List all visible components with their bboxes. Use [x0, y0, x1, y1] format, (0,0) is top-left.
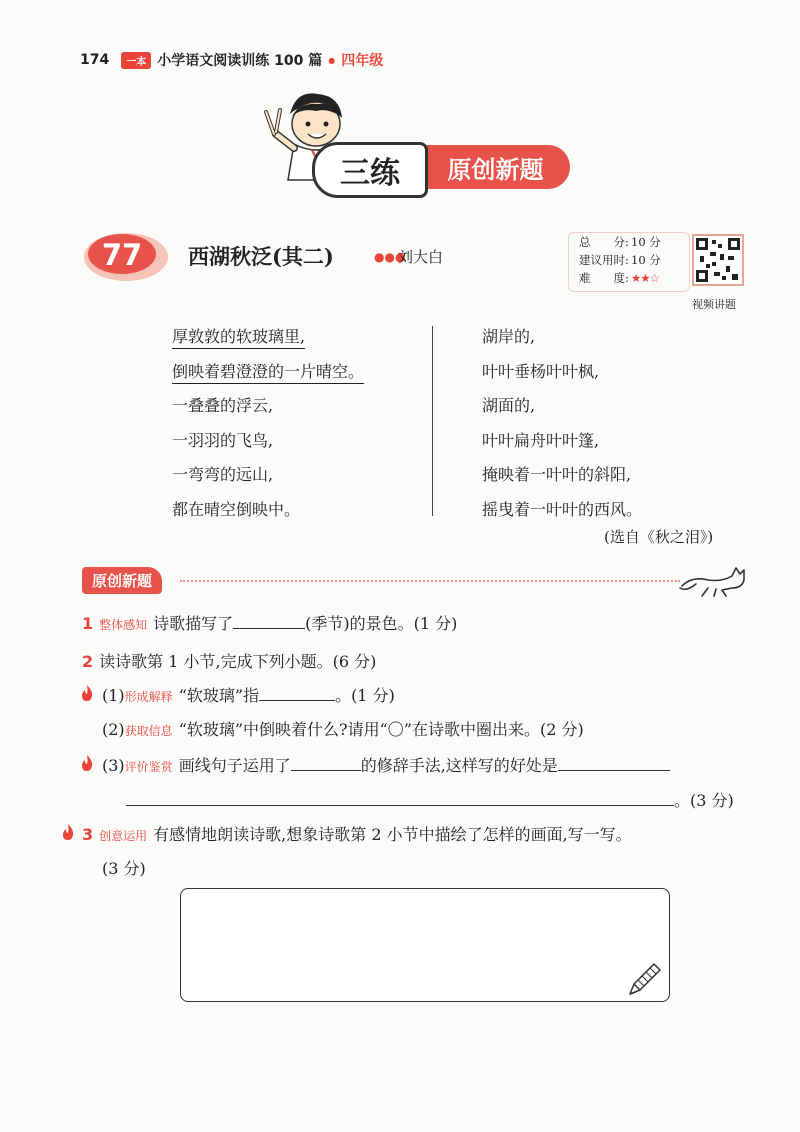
sub-question-index: (1) [102, 686, 125, 705]
poem-line: 倒映着碧澄澄的一片晴空。 [172, 361, 365, 381]
video-caption: 视频讲题 [692, 298, 736, 311]
poem-line: 一叠叠的浮云, [172, 396, 274, 415]
banner-section-title [405, 145, 570, 189]
poem-line: 叶叶垂杨叶叶枫, [482, 361, 600, 381]
question-text: (季节)的景色。(1 分) [305, 614, 458, 633]
question-tag: 整体感知 [99, 618, 148, 632]
flame-icon [79, 754, 95, 772]
flame-icon [60, 823, 76, 841]
question-1 [82, 611, 457, 634]
poem-author: 刘大白 [398, 248, 444, 266]
answer-blank[interactable] [259, 686, 335, 701]
question-text: 画线句子运用了 [178, 756, 291, 775]
flame-icon [79, 684, 95, 702]
question-2-3 [102, 753, 670, 776]
cat-icon [678, 562, 750, 598]
question-text: 的修辞手法,这样写的好处是 [360, 756, 558, 775]
question-text: 诗歌描写了 [153, 614, 234, 633]
page-header [80, 50, 383, 70]
answer-blank[interactable] [291, 756, 361, 771]
question-text: 有感情地朗读诗歌,想象诗歌第 2 小节中描绘了怎样的画面,写一写。 [153, 825, 632, 844]
question-text: “软玻璃”指 [178, 686, 260, 705]
poem-line: 摇曳着一叶叶的西风。 [482, 499, 643, 519]
suggested-time-row [579, 251, 689, 269]
answer-blank[interactable] [558, 756, 670, 771]
poem-line: 一羽羽的飞鸟, [172, 430, 274, 450]
author-dots: ●●● [374, 250, 406, 264]
info-card [568, 232, 690, 292]
question-2-1 [102, 683, 395, 706]
poem-divider [432, 326, 433, 516]
answer-blank[interactable] [126, 791, 674, 806]
question-3-score: (3 分) [102, 859, 146, 878]
brand-logo: 一本 [121, 52, 151, 69]
poem-line: 厚敦敦的软玻璃里, [172, 327, 306, 346]
total-score-row [579, 233, 689, 251]
separator-dot: ● [328, 55, 336, 65]
section-dotted-line [180, 580, 680, 582]
pencil-icon [624, 960, 664, 1000]
question-tag: 获取信息 [124, 724, 173, 738]
question-tag: 形成解释 [124, 690, 173, 704]
page-number: 174 [80, 52, 110, 68]
question-text: 。(1 分) [335, 686, 395, 705]
difficulty-row [579, 269, 689, 287]
sub-question-index: (2) [102, 720, 125, 739]
difficulty-stars: ★★☆ [631, 271, 659, 285]
grade-label: 四年级 [341, 53, 384, 69]
lesson-number: 77 [101, 238, 143, 272]
question-2-2 [102, 717, 584, 740]
question-tag: 评价鉴赏 [124, 760, 173, 774]
question-text: “软玻璃”中倒映着什么?请用“〇”在诗歌中圈出来。(2 分) [178, 720, 584, 739]
total-score-label: 总 分: [579, 235, 629, 249]
poem-line: 湖岸的, [482, 327, 536, 346]
poem-source: (选自《秋之泪》) [604, 528, 714, 546]
question-number: 2 [82, 652, 94, 671]
poem-line: 叶叶扁舟叶叶篷, [482, 430, 600, 450]
book-title: 小学语文阅读训练 100 篇 [157, 53, 323, 69]
sub-question-index: (3) [102, 756, 125, 775]
banner-practice-label: 三练 [312, 142, 428, 198]
question-3 [82, 822, 632, 845]
question-number: 1 [82, 614, 94, 633]
total-score-value: 10 分 [631, 235, 661, 249]
question-2 [82, 649, 376, 672]
poem-title: 西湖秋泛(其二) [188, 244, 334, 269]
poem-line: 湖面的, [482, 396, 536, 415]
question-text: 。(3 分) [674, 791, 734, 810]
difficulty-label: 难 度: [579, 271, 629, 285]
suggested-time-label: 建议用时: [579, 253, 629, 267]
poem-line: 都在晴空倒映中。 [172, 499, 301, 519]
qr-code-icon[interactable] [692, 234, 744, 286]
answer-box[interactable] [180, 888, 670, 1002]
poem-stanza-1 [172, 320, 364, 527]
section-label: 原创新题 [82, 567, 162, 594]
answer-blank[interactable] [233, 614, 305, 629]
question-number: 3 [82, 825, 94, 844]
question-tag: 创意运用 [99, 829, 148, 843]
poem-line: 一弯弯的远山, [172, 465, 274, 484]
poem-stanza-2 [482, 320, 642, 527]
poem-line: 掩映着一叶叶的斜阳, [482, 465, 632, 484]
lesson-number-badge [82, 230, 172, 282]
question-text: 读诗歌第 1 小节,完成下列小题。(6 分) [99, 652, 377, 671]
banner-original-questions: 原创新题 [447, 155, 544, 184]
suggested-time-value: 10 分 [631, 253, 661, 267]
question-2-3-continuation [126, 788, 734, 811]
